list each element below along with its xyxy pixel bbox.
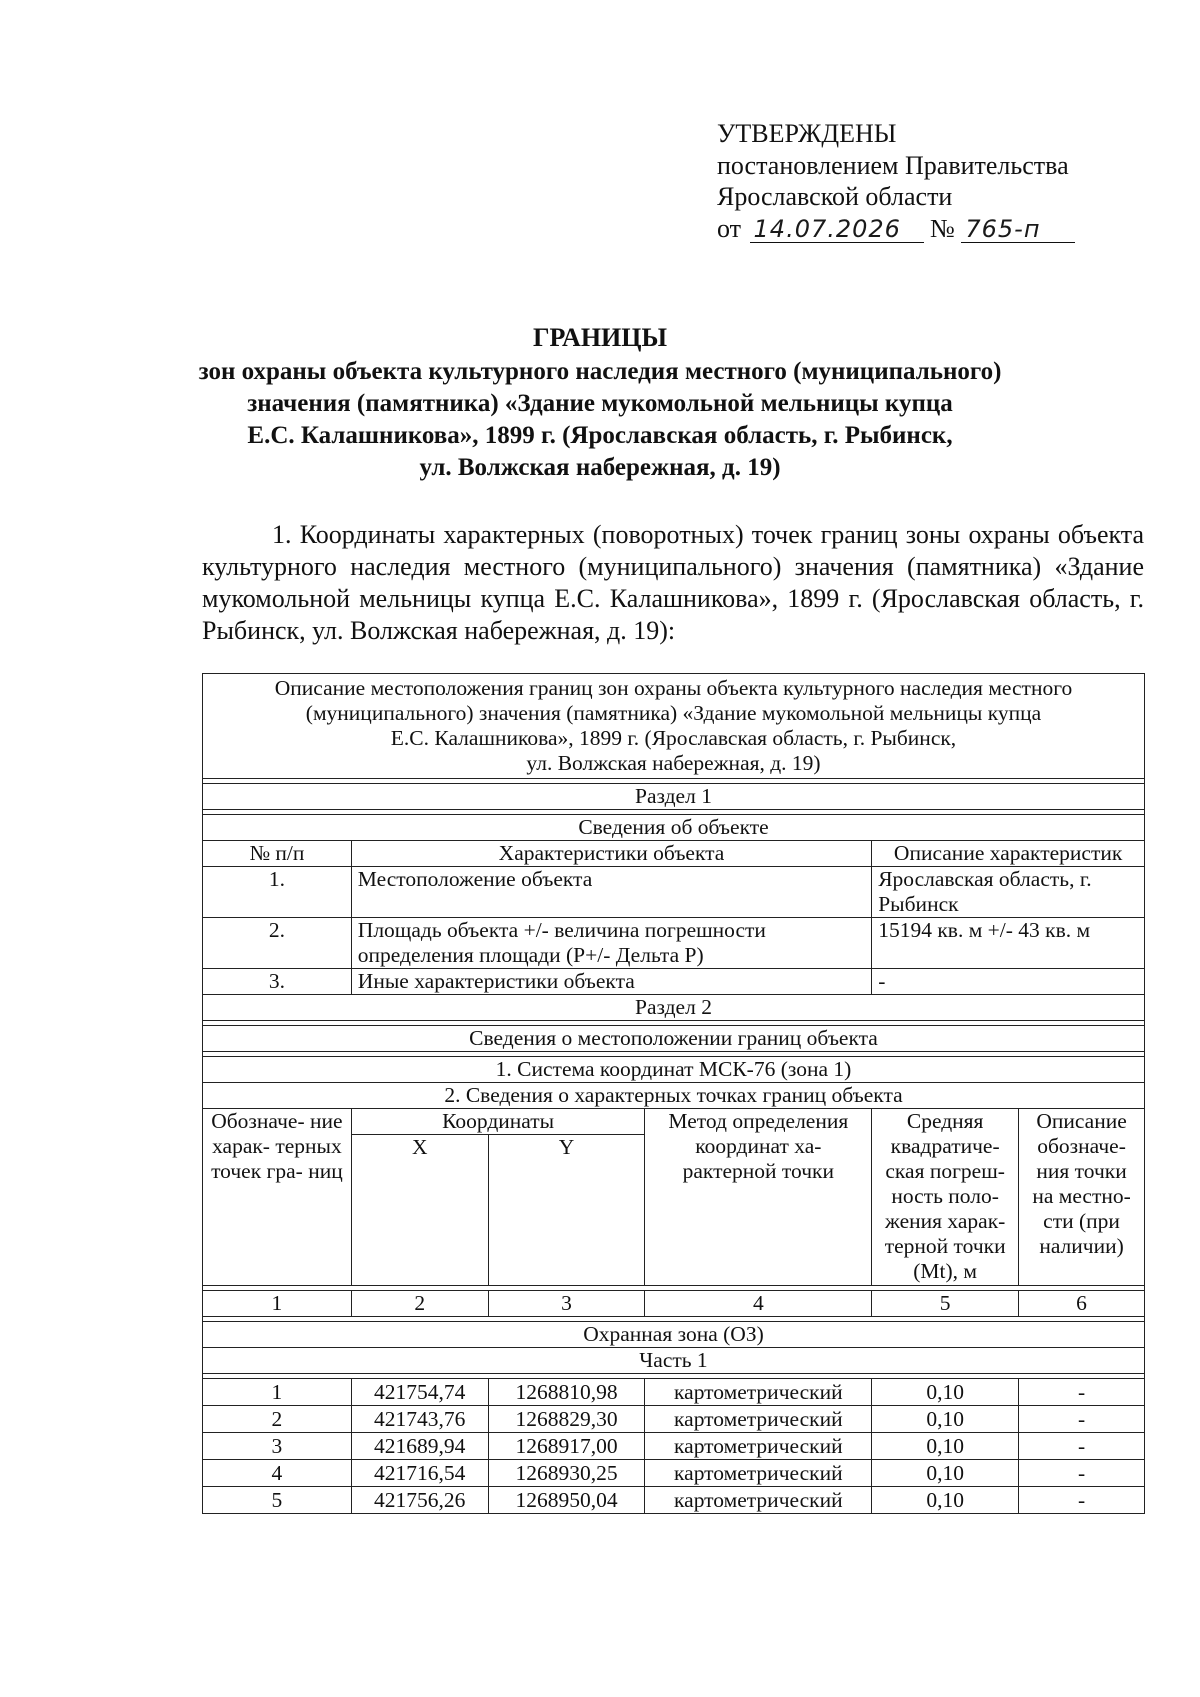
- handwritten-date: 14.07.2026: [750, 216, 924, 243]
- number-prefix: №: [930, 213, 955, 243]
- point-y: 1268917,00: [488, 1433, 645, 1460]
- header-point-designation: Обозначе- ние харак- терных точек гра- ниц: [203, 1109, 352, 1286]
- col-char-header: Характеристики объекта: [351, 841, 871, 867]
- point-y: 1268810,98: [488, 1379, 645, 1406]
- point-note: -: [1019, 1379, 1145, 1406]
- part-title: Часть 1: [203, 1348, 1145, 1374]
- point-x: 421754,74: [351, 1379, 488, 1406]
- point-note: -: [1019, 1433, 1145, 1460]
- approval-region: Ярославской области: [717, 182, 953, 211]
- coord-system-title: 1. Система координат МСК-76 (зона 1): [203, 1057, 1145, 1083]
- description-line-4: ул. Волжская набережная, д. 19): [526, 751, 821, 775]
- point-id: 4: [203, 1460, 352, 1487]
- approval-date-line: [717, 213, 1075, 245]
- point-error: 0,10: [872, 1406, 1019, 1433]
- document-title: ГРАНИЦЫ: [532, 323, 668, 352]
- heading-line-3: Е.С. Калашникова», 1899 г. (Ярославская область, г. Рыбинск,: [247, 422, 953, 449]
- document-heading: [150, 322, 1050, 484]
- char-row: [203, 969, 1145, 995]
- date-prefix: от: [717, 213, 742, 243]
- point-id: 3: [203, 1433, 352, 1460]
- point-id: 5: [203, 1487, 352, 1514]
- table-row: [203, 1406, 1145, 1433]
- column-number: 1: [203, 1291, 352, 1317]
- point-y: 1268950,04: [488, 1487, 645, 1514]
- col-desc-header: Описание характеристик: [872, 841, 1145, 867]
- point-x: 421716,54: [351, 1460, 488, 1487]
- point-method: картометрический: [645, 1406, 872, 1433]
- intro-text: 1. Координаты характерных (поворотных) точек границ зоны охраны объекта культурного наследия местного (муниципального) значения (памятника) «Здание мукомольной мельницы купца Е.С. Калашникова», 1899 г. (Ярославская область, г. Рыбинск, ул. Волжская набережная, д. 19):: [202, 520, 1144, 645]
- point-method: картометрический: [645, 1487, 872, 1514]
- char-row: [203, 867, 1145, 918]
- column-number: 4: [645, 1291, 872, 1317]
- coordinates-table: [202, 673, 1145, 1514]
- header-note: Описание обозначе- ния точки на местно- сти (при наличии): [1019, 1109, 1145, 1286]
- point-error: 0,10: [872, 1487, 1019, 1514]
- column-number: 3: [488, 1291, 645, 1317]
- table-row: [203, 1433, 1145, 1460]
- point-method: картометрический: [645, 1433, 872, 1460]
- table-row: [203, 1460, 1145, 1487]
- col-num-header: № п/п: [203, 841, 352, 867]
- header-method: Метод определения координат ха- рактерной точки: [645, 1109, 872, 1286]
- point-note: -: [1019, 1487, 1145, 1514]
- section-2-title: Раздел 2: [203, 995, 1145, 1021]
- point-method: картометрический: [645, 1379, 872, 1406]
- header-x: X: [351, 1135, 488, 1286]
- heading-line-1: зон охраны объекта культурного наследия местного (муниципального): [198, 358, 1002, 385]
- point-x: 421743,76: [351, 1406, 488, 1433]
- header-error: Средняя квадратиче- ская погреш- ность поло- жения харак- терной точки (Mt), м: [872, 1109, 1019, 1286]
- intro-paragraph: [202, 519, 1144, 647]
- table-description: [203, 674, 1145, 779]
- char-row-num: 1.: [203, 867, 352, 918]
- column-number: 6: [1019, 1291, 1145, 1317]
- header-coordinates: Координаты: [351, 1109, 645, 1135]
- point-error: 0,10: [872, 1433, 1019, 1460]
- zone-title: Охранная зона (ОЗ): [203, 1322, 1145, 1348]
- char-row-num: 2.: [203, 918, 352, 969]
- char-row-value: -: [872, 969, 1145, 995]
- char-row-num: 3.: [203, 969, 352, 995]
- point-x: 421689,94: [351, 1433, 488, 1460]
- approval-block: [717, 118, 1075, 244]
- char-row-name: Площадь объекта +/- величина погрешности определения площади (P+/- Дельта P): [351, 918, 871, 969]
- approval-title: УТВЕРЖДЕНЫ: [717, 119, 897, 148]
- char-row: [203, 918, 1145, 969]
- point-error: 0,10: [872, 1379, 1019, 1406]
- point-error: 0,10: [872, 1460, 1019, 1487]
- char-row-value: Ярославская область, г. Рыбинск: [872, 867, 1145, 918]
- description-line-1: Описание местоположения границ зон охраны объекта культурного наследия местного: [274, 676, 1073, 700]
- point-note: -: [1019, 1460, 1145, 1487]
- char-row-name: Местоположение объекта: [351, 867, 871, 918]
- point-note: -: [1019, 1406, 1145, 1433]
- table-row: [203, 1487, 1145, 1514]
- approval-decree: постановлением Правительства: [717, 150, 1069, 180]
- header-y: Y: [488, 1135, 645, 1286]
- point-y: 1268930,25: [488, 1460, 645, 1487]
- char-row-name: Иные характеристики объекта: [351, 969, 871, 995]
- point-x: 421756,26: [351, 1487, 488, 1514]
- point-id: 2: [203, 1406, 352, 1433]
- location-info-title: Сведения о местоположении границ объекта: [203, 1026, 1145, 1052]
- point-y: 1268829,30: [488, 1406, 645, 1433]
- object-info-title: Сведения об объекте: [203, 815, 1145, 841]
- heading-line-2: значения (памятника) «Здание мукомольной мельницы купца: [247, 390, 953, 417]
- section-1-title: Раздел 1: [203, 784, 1145, 810]
- description-line-3: Е.С. Калашникова», 1899 г. (Ярославская область, г. Рыбинск,: [390, 726, 957, 750]
- column-number: 5: [872, 1291, 1019, 1317]
- points-info-title: 2. Сведения о характерных точках границ объекта: [203, 1083, 1145, 1109]
- description-line-2: (муниципального) значения (памятника) «Здание мукомольной мельницы купца: [305, 701, 1042, 725]
- table-row: [203, 1379, 1145, 1406]
- point-method: картометрический: [645, 1460, 872, 1487]
- char-row-value: 15194 кв. м +/- 43 кв. м: [872, 918, 1145, 969]
- heading-line-4: ул. Волжская набережная, д. 19): [419, 454, 781, 481]
- column-number-row: [203, 1291, 1145, 1317]
- column-number: 2: [351, 1291, 488, 1317]
- handwritten-number: 765-п: [961, 216, 1075, 243]
- point-id: 1: [203, 1379, 352, 1406]
